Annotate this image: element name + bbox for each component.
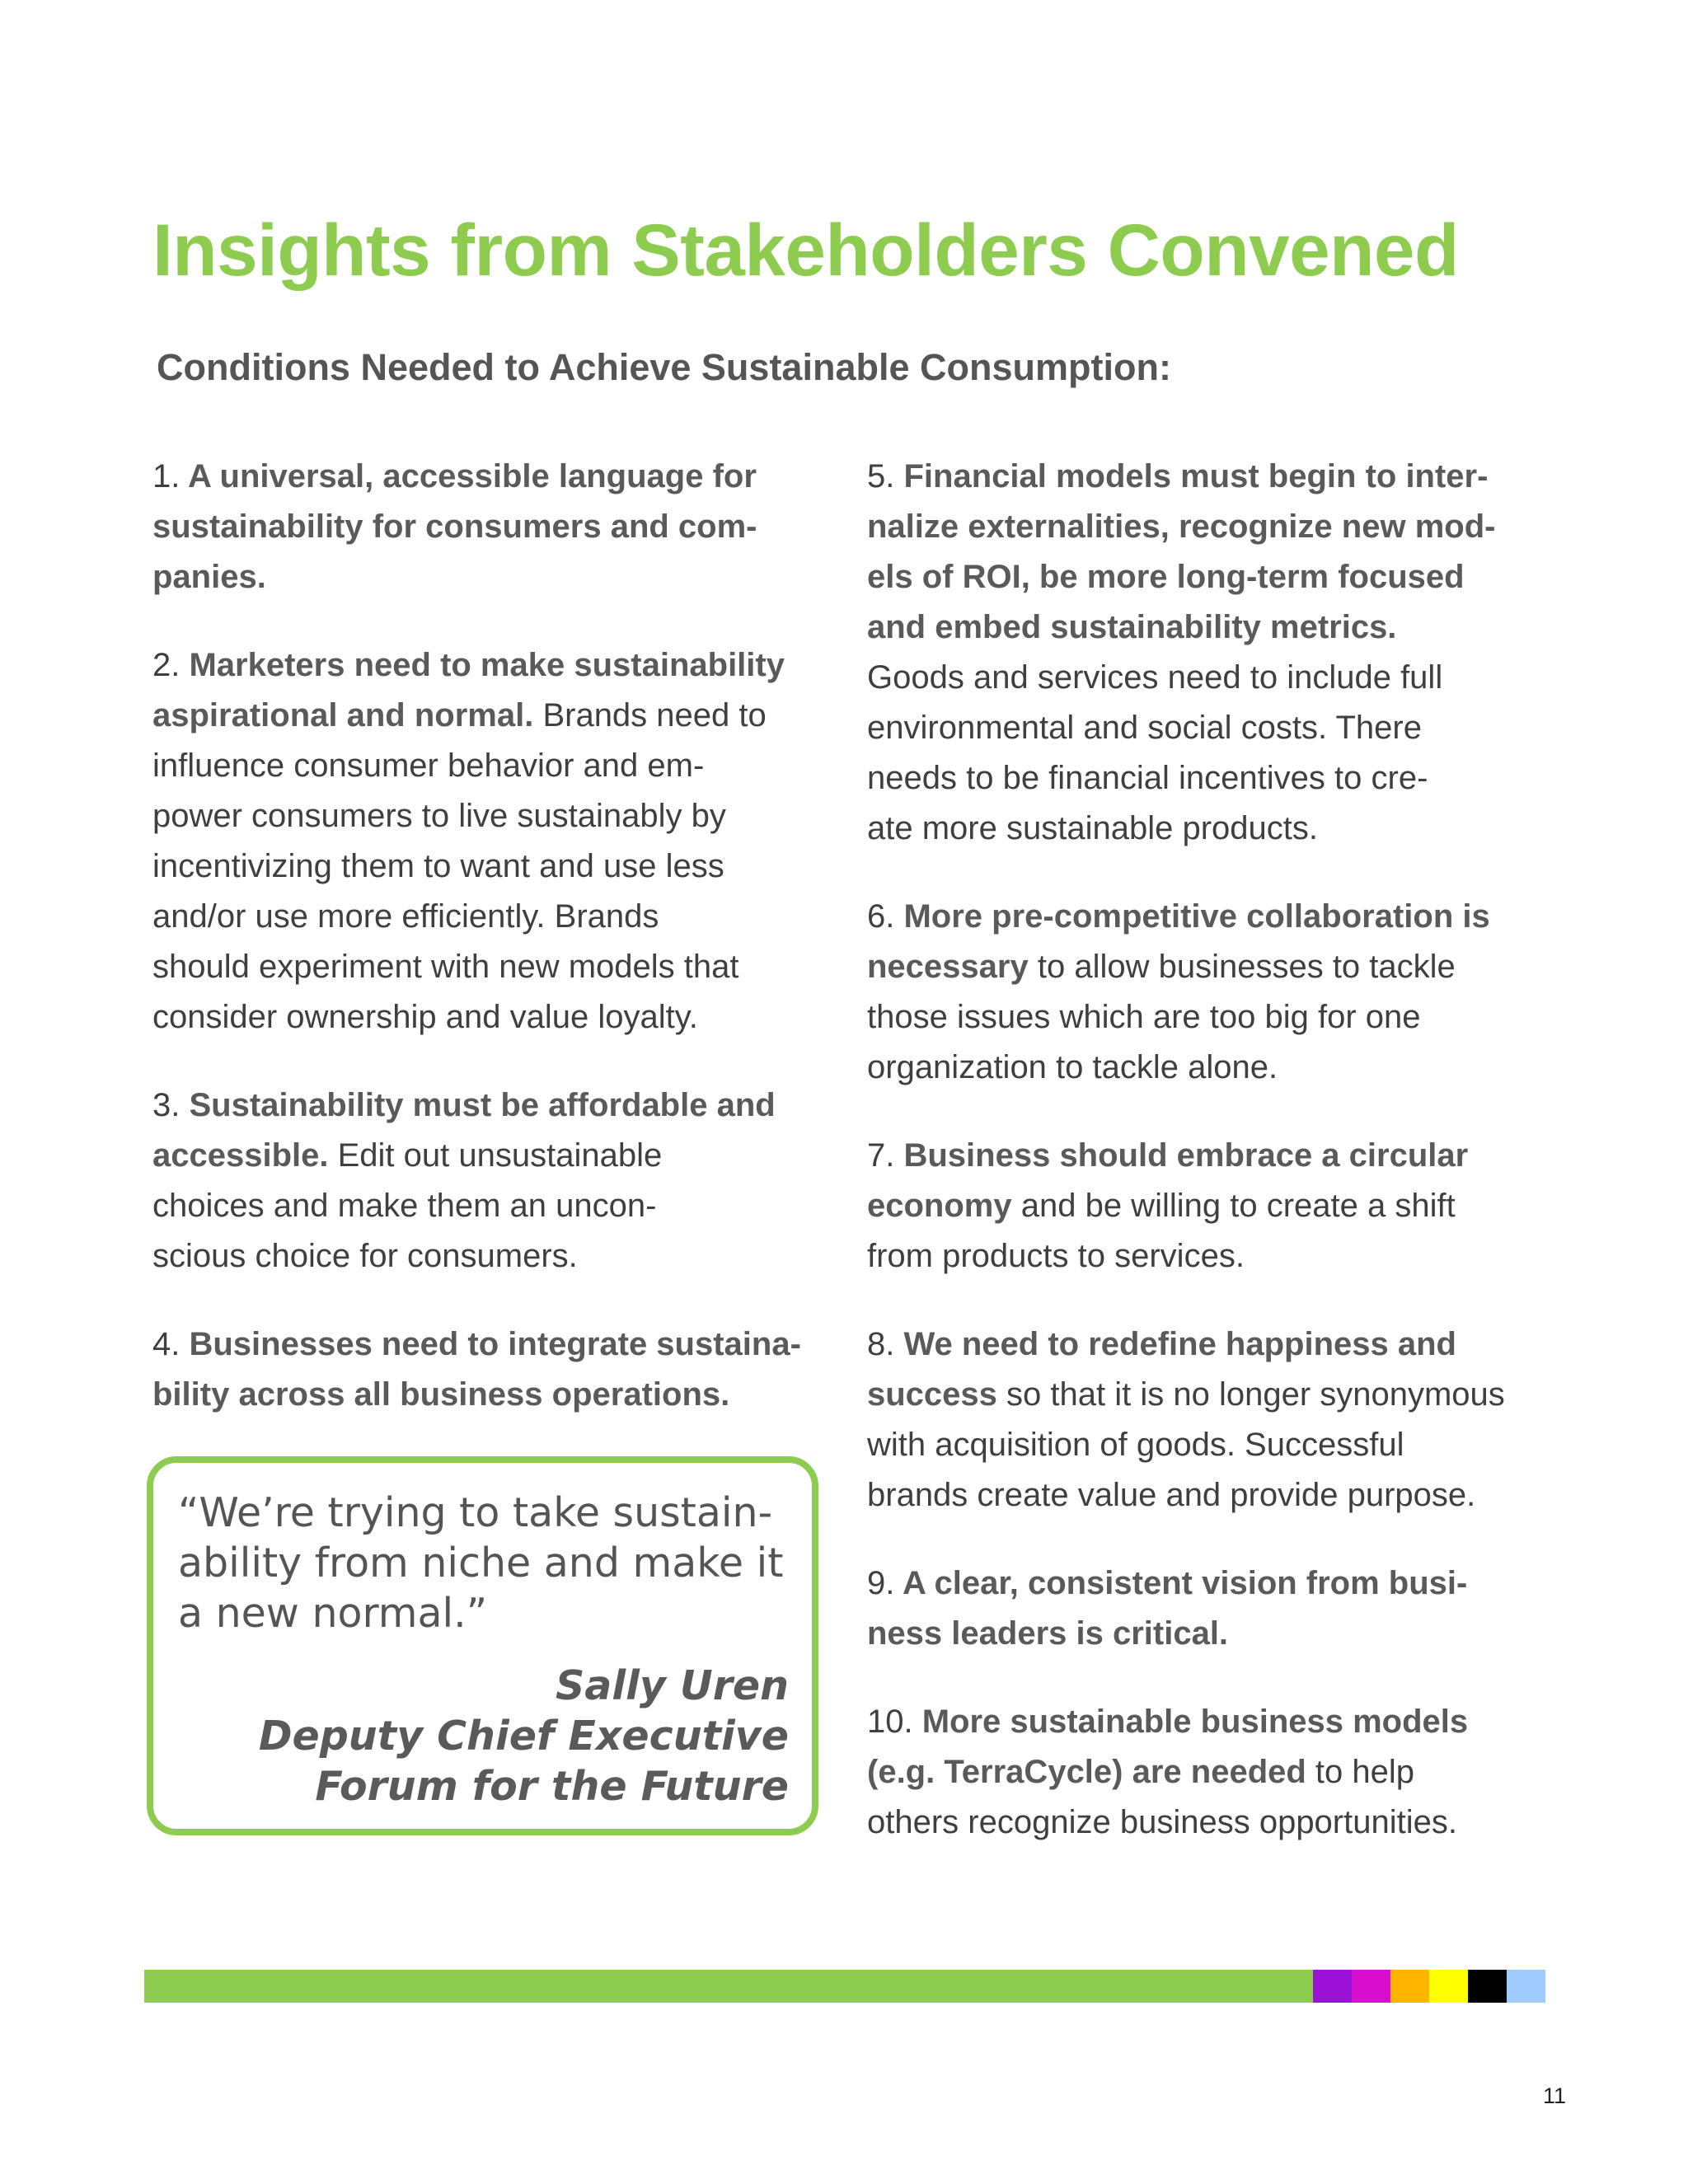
item-number: 9. — [867, 1565, 895, 1601]
item-text: and/or use more efficiently. Brands — [152, 898, 659, 935]
quote-line: a new normal.” — [178, 1590, 488, 1637]
item-text: those issues which are too big for one — [867, 999, 1421, 1035]
item-bold-text: economy — [867, 1188, 1012, 1224]
condition-item-6 — [867, 892, 1543, 1093]
item-bold-text: sustainability for consumers and com- — [152, 509, 757, 545]
item-number: 7. — [867, 1137, 895, 1174]
item-bold-text: els of ROI, be more long-term focused — [867, 559, 1465, 595]
item-bold-text: nalize externalities, recognize new mod- — [867, 509, 1496, 545]
item-bold-text: ness leaders is critical. — [867, 1615, 1229, 1652]
footer-swatch-yellow — [1429, 1970, 1468, 2003]
footer-bar-green — [144, 1970, 1313, 2003]
quote-text — [178, 1488, 783, 1638]
item-bold-text: success — [867, 1376, 997, 1413]
condition-item-7 — [867, 1131, 1543, 1282]
item-bold-text: necessary — [867, 949, 1029, 985]
footer-swatch-black — [1468, 1970, 1507, 2003]
item-text: choices and make them an uncon- — [152, 1188, 657, 1224]
item-number: 4. — [152, 1326, 181, 1362]
item-number: 5. — [867, 458, 895, 494]
item-bold-text: panies. — [152, 559, 266, 595]
item-text: ate more sustainable products. — [867, 810, 1318, 846]
item-bold-text: aspirational and normal. — [152, 697, 534, 733]
item-number: 10. — [867, 1704, 913, 1740]
footer-swatch-light-blue — [1507, 1970, 1545, 2003]
quote-author-role: Deputy Chief Executive — [258, 1713, 789, 1760]
footer-swatch-magenta — [1352, 1970, 1390, 2003]
item-text: Goods and services need to include full — [867, 659, 1443, 696]
item-text: scious choice for consumers. — [152, 1238, 578, 1274]
item-text: so that it is no longer synonymous — [996, 1376, 1505, 1413]
section-subtitle: Conditions Needed to Achieve Sustainable Consumption: — [157, 346, 1171, 388]
condition-item-8 — [867, 1319, 1543, 1521]
item-text: with acquisition of goods. Successful — [867, 1427, 1404, 1463]
footer-swatch-orange — [1390, 1970, 1429, 2003]
item-text: to allow businesses to tackle — [1028, 949, 1456, 985]
condition-item-4 — [152, 1319, 828, 1420]
item-text: organization to tackle alone. — [867, 1049, 1278, 1085]
condition-item-10 — [867, 1697, 1543, 1848]
item-number: 2. — [152, 647, 181, 683]
item-text: power consumers to live sustainably by — [152, 798, 726, 834]
item-bold-text: Business should embrace a circular — [894, 1137, 1469, 1174]
item-text: Edit out unsustainable — [328, 1137, 663, 1174]
left-column — [152, 452, 828, 1458]
item-bold-text: Financial models must begin to inter- — [894, 458, 1489, 494]
item-bold-text: A universal, accessible language for — [180, 458, 757, 494]
item-text: should experiment with new models that — [152, 949, 739, 985]
item-text: Brands need to — [533, 697, 767, 733]
quote-line: “We’re trying to take sustain- — [178, 1489, 773, 1536]
footer-swatch-purple — [1313, 1970, 1352, 2003]
item-bold-text: (e.g. TerraCycle) are needed — [867, 1754, 1306, 1790]
item-bold-text: Marketers need to make sustainability — [180, 647, 785, 683]
item-text: others recognize business opportunities. — [867, 1804, 1457, 1840]
item-bold-text: and embed sustainability metrics. — [867, 609, 1397, 645]
item-text: and be willing to create a shift — [1011, 1188, 1456, 1224]
quote-box — [147, 1456, 818, 1835]
item-bold-text: Sustainability must be affordable and — [180, 1087, 776, 1123]
quote-line: ability from niche and make it — [178, 1540, 784, 1586]
item-number: 3. — [152, 1087, 181, 1123]
quote-author-name: Sally Uren — [555, 1662, 789, 1709]
condition-item-1 — [152, 452, 828, 602]
item-text: to help — [1306, 1754, 1415, 1790]
item-text: influence consumer behavior and em- — [152, 748, 705, 784]
item-number: 6. — [867, 898, 895, 935]
condition-item-9 — [867, 1558, 1543, 1659]
item-bold-text: bility across all business operations. — [152, 1376, 730, 1413]
item-text: incentivizing them to want and use less — [152, 848, 724, 884]
item-text: from products to services. — [867, 1238, 1245, 1274]
page-title: Insights from Stakeholders Convened — [152, 209, 1459, 291]
quote-attribution — [259, 1661, 789, 1811]
page-number: 11 — [1543, 2083, 1567, 2108]
item-bold-text: We need to redefine happiness and — [894, 1326, 1456, 1362]
condition-item-3 — [152, 1080, 828, 1282]
condition-item-2 — [152, 640, 828, 1043]
item-bold-text: More pre-competitive collaboration is — [894, 898, 1490, 935]
item-text: needs to be financial incentives to cre- — [867, 760, 1428, 796]
item-number: 8. — [867, 1326, 895, 1362]
item-text: brands create value and provide purpose. — [867, 1477, 1476, 1513]
quote-author-org: Forum for the Future — [315, 1763, 789, 1810]
item-bold-text: More sustainable business models — [912, 1704, 1469, 1740]
item-bold-text: Businesses need to integrate sustaina- — [180, 1326, 801, 1362]
footer-color-bar — [144, 1970, 1545, 2003]
item-bold-text: A clear, consistent vision from busi- — [894, 1565, 1468, 1601]
item-bold-text: accessible. — [152, 1137, 329, 1174]
item-text: consider ownership and value loyalty. — [152, 999, 698, 1035]
right-column — [867, 452, 1543, 1886]
item-number: 1. — [152, 458, 181, 494]
condition-item-5 — [867, 452, 1543, 854]
item-text: environmental and social costs. There — [867, 710, 1422, 746]
